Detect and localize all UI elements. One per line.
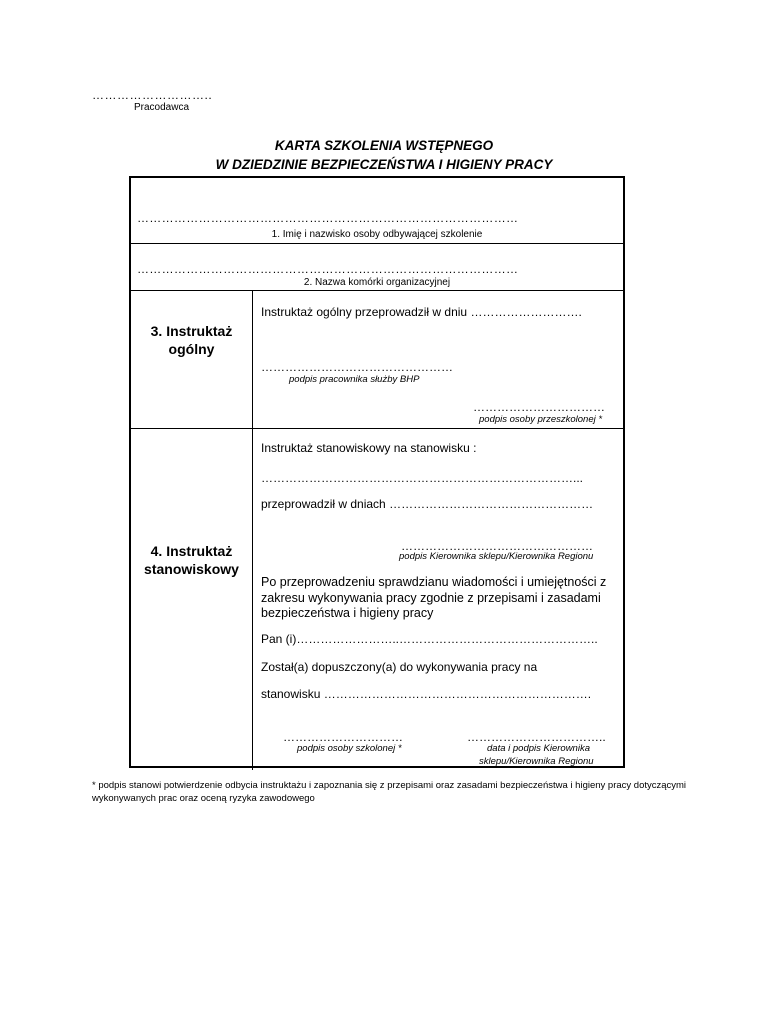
general-training-row bbox=[131, 291, 623, 429]
position-line[interactable]: stanowisku …………………………………………………………. bbox=[261, 687, 592, 701]
organizational-unit-caption: 2. Nazwa komórki organizacyjnej bbox=[303, 277, 451, 288]
trainee-signature-line[interactable]: …………………………… bbox=[473, 400, 605, 414]
general-training-title: 3. Instruktaż ogólny bbox=[150, 323, 233, 357]
trainee-name-caption: 1. Imię i nazwisko osoby odbywającej szkolenie bbox=[271, 229, 483, 240]
admitted-line: Został(a) dopuszczony(a) do wykonywania pracy na bbox=[261, 660, 538, 674]
workplace-dates-line[interactable]: przeprowadził w dniach …………………………………………… bbox=[261, 497, 594, 511]
workplace-position-field[interactable]: ……………………………………………………………………... bbox=[261, 471, 584, 485]
organizational-unit-row bbox=[131, 244, 623, 291]
trainee-name-field[interactable]: ………………………………………………………………………………… bbox=[137, 211, 519, 225]
trainee-final-signature-line[interactable]: ………………………… bbox=[283, 730, 403, 744]
manager-final-signature-line[interactable]: …………………………….. bbox=[467, 730, 606, 744]
trainee-final-signature-caption: podpis osoby szkolonej * bbox=[297, 743, 402, 754]
training-card-form bbox=[129, 176, 625, 768]
trainee-name-row bbox=[131, 178, 623, 244]
employer-signature-line[interactable]: ……………………….. bbox=[92, 88, 213, 102]
manager-signature-line[interactable]: ………………………………………… bbox=[401, 539, 593, 553]
pan-name-line[interactable]: Pan (i)……………………..………………………………………….. bbox=[261, 632, 598, 646]
bhp-signature-line[interactable]: ………………………………………… bbox=[261, 360, 453, 374]
manager-signature-caption: podpis Kierownika sklepu/Kierownika Regionu bbox=[399, 551, 594, 562]
general-training-label-cell bbox=[131, 291, 253, 428]
employer-label: Pracodawca bbox=[134, 102, 190, 113]
bhp-signature-caption: podpis pracownika służby BHP bbox=[289, 374, 420, 385]
workplace-position-label: Instruktaż stanowiskowy na stanowisku : bbox=[261, 441, 477, 455]
manager-final-signature-caption-1: data i podpis Kierownika bbox=[487, 743, 590, 754]
manager-final-signature-caption-2: sklepu/Kierownika Regionu bbox=[479, 756, 594, 767]
assessment-paragraph: Po przeprowadzeniu sprawdzianu wiadomości i umiejętności z zakresu wykonywania pracy zgodnie z przepisami i zasadami bezpieczeństwa i higieny pracy bbox=[261, 575, 607, 620]
trainee-signature-caption: podpis osoby przeszkolonej * bbox=[479, 414, 603, 425]
workplace-training-title: 4. Instruktaż stanowiskowy bbox=[144, 543, 239, 577]
footnote: * podpis stanowi potwierdzenie odbycia instruktażu i zapoznania się z przepisami oraz zasadami bezpieczeństwa i higieny pracy dotyczącymi wykonywanych prac oraz oceną ryzyka zawodowego bbox=[92, 780, 687, 804]
document-title: KARTA SZKOLENIA WSTĘPNEGO bbox=[274, 138, 494, 153]
workplace-training-label-cell bbox=[131, 429, 253, 770]
document-subtitle: W DZIEDZINIE BEZPIECZEŃSTWA I HIGIENY PRACY bbox=[215, 157, 553, 172]
general-training-date-line[interactable]: Instruktaż ogólny przeprowadził w dniu ………………………. bbox=[261, 305, 582, 319]
organizational-unit-field[interactable]: ………………………………………………………………………………… bbox=[137, 262, 519, 276]
workplace-training-row bbox=[131, 429, 623, 770]
